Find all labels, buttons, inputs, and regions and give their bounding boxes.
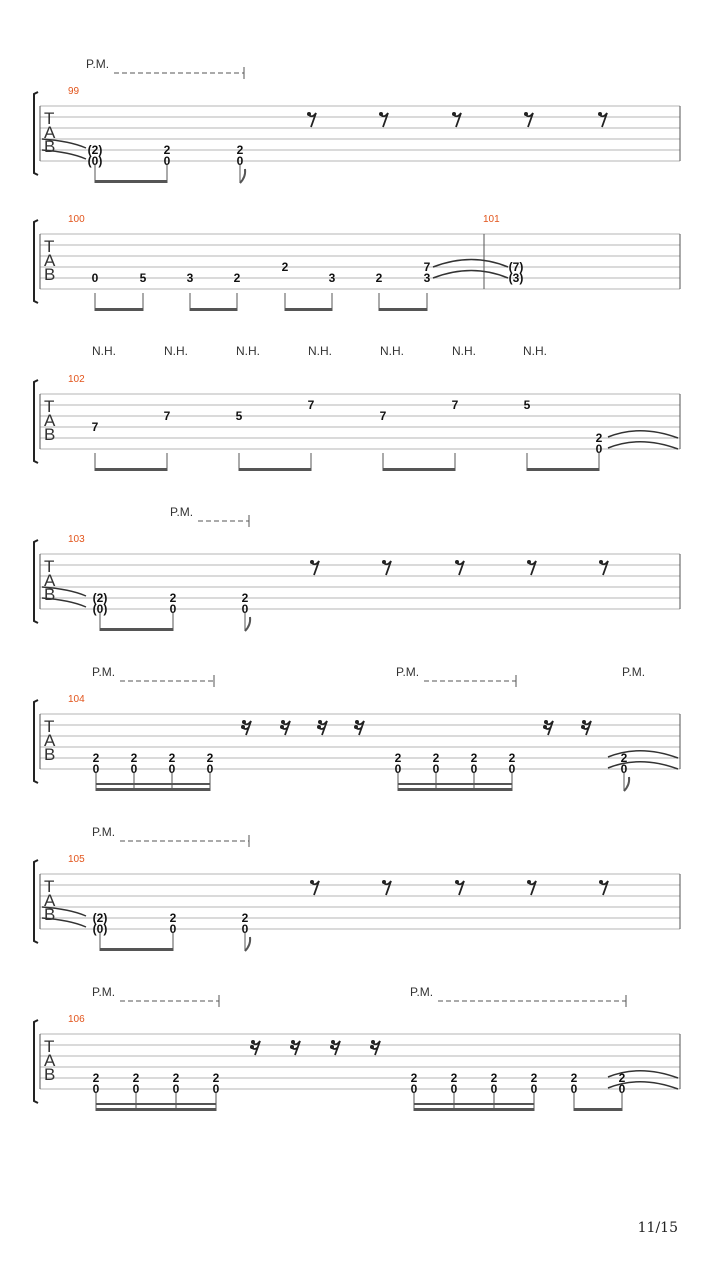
fret-number: 2 (241, 591, 249, 605)
note-flag (240, 169, 245, 183)
rest-dot (290, 1045, 294, 1049)
note-beam (285, 308, 332, 311)
fret-number: (2) (92, 911, 108, 925)
note-beam (527, 468, 599, 471)
note-beam (574, 1108, 622, 1111)
rest-symbol (379, 112, 388, 127)
tab-clef-letter: T (44, 109, 55, 128)
fret-number: 5 (523, 398, 531, 412)
note-beam (96, 1108, 216, 1111)
note-beam (95, 180, 167, 183)
rest-dot (599, 880, 603, 884)
harmonic-label: N.H. (92, 344, 116, 358)
measure-number: 106 (68, 1014, 85, 1025)
tab-clef-letter: T (44, 237, 55, 256)
fret-number: 0 (212, 1082, 220, 1096)
rest-dot (543, 725, 547, 729)
fret-number: 0 (169, 922, 177, 936)
system-bracket (34, 1020, 38, 1103)
rest-dot (370, 1045, 374, 1049)
fret-number: 2 (410, 1071, 418, 1085)
fret-number: 7 (307, 398, 315, 412)
rest-dot (544, 720, 548, 724)
tab-clef-letter: T (44, 1037, 55, 1056)
harmonic-label: N.H. (236, 344, 260, 358)
fret-number: 0 (236, 154, 244, 168)
fret-number: 7 (379, 409, 387, 423)
fret-number: 0 (394, 762, 402, 776)
rest-symbol (280, 720, 290, 735)
rest-dot (310, 560, 314, 564)
rest-dot (310, 880, 314, 884)
fret-number: 2 (620, 751, 628, 765)
rest-dot (527, 560, 531, 564)
measure-number: 100 (68, 214, 85, 225)
fret-number: 0 (169, 602, 177, 616)
fret-number: 0 (241, 602, 249, 616)
note-beam (100, 628, 173, 631)
fret-number: 0 (92, 762, 100, 776)
tab-clef-letter: B (44, 1065, 56, 1084)
fret-number: 0 (172, 1082, 180, 1096)
rest-symbol (455, 880, 464, 895)
tie-arc (433, 271, 508, 279)
tie-arc (608, 762, 678, 769)
fret-number: 0 (620, 762, 628, 776)
fret-number: 7 (423, 260, 431, 274)
tie-arc (608, 431, 678, 438)
rest-dot (455, 560, 459, 564)
fret-number: 2 (530, 1071, 538, 1085)
note-beam (190, 308, 237, 311)
fret-number: 0 (91, 271, 99, 285)
rest-dot (307, 112, 311, 116)
tab-clef-letter: A (44, 1051, 56, 1070)
fret-number: (2) (87, 143, 103, 157)
note-beam (239, 468, 311, 471)
fret-number: 2 (92, 1071, 100, 1085)
fret-number: 0 (432, 762, 440, 776)
rest-dot (379, 112, 383, 116)
rest-symbol (382, 880, 391, 895)
fret-number: (0) (87, 154, 103, 168)
rest-dot (371, 1040, 375, 1044)
palm-mute-label: P.M. (410, 985, 434, 999)
fret-number: (7) (508, 260, 524, 274)
tab-clef-letter: A (44, 571, 56, 590)
fret-number: 2 (172, 1071, 180, 1085)
tie-arc (608, 751, 678, 758)
fret-number: 2 (595, 431, 603, 445)
rest-dot (281, 720, 285, 724)
fret-number: 2 (169, 911, 177, 925)
page-number: 11/15 (637, 1220, 678, 1236)
fret-number: 2 (206, 751, 214, 765)
rest-symbol (599, 560, 608, 575)
fret-number: 0 (470, 762, 478, 776)
tab-system-1 (34, 57, 680, 183)
fret-number: 0 (132, 1082, 140, 1096)
note-beam (379, 308, 427, 311)
rest-dot (452, 112, 456, 116)
note-beam (95, 468, 167, 471)
system-bracket (34, 380, 38, 463)
fret-number: 2 (92, 751, 100, 765)
fret-number: 0 (595, 442, 603, 456)
rest-symbol (290, 1040, 300, 1055)
fret-number: 5 (235, 409, 243, 423)
rest-dot (581, 725, 585, 729)
note-beam (100, 948, 173, 951)
rest-dot (599, 560, 603, 564)
fret-number: 2 (132, 1071, 140, 1085)
fret-number: 0 (618, 1082, 626, 1096)
palm-mute-label: P.M. (622, 665, 646, 679)
harmonic-label: N.H. (452, 344, 476, 358)
rest-dot (317, 725, 321, 729)
fret-number: 0 (570, 1082, 578, 1096)
measure-number: 102 (68, 374, 85, 385)
rest-symbol (307, 112, 316, 127)
note-beam (398, 783, 512, 785)
fret-number: 0 (130, 762, 138, 776)
fret-number: 2 (241, 911, 249, 925)
harmonic-label: N.H. (308, 344, 332, 358)
tab-clef-letter: A (44, 411, 56, 430)
fret-number: 2 (233, 271, 241, 285)
fret-number: 0 (206, 762, 214, 776)
rest-dot (331, 1040, 335, 1044)
fret-number: 2 (490, 1071, 498, 1085)
note-beam (96, 783, 210, 785)
fret-number: (0) (92, 602, 108, 616)
rest-symbol (598, 112, 607, 127)
fret-number: 7 (451, 398, 459, 412)
harmonic-label: N.H. (523, 344, 547, 358)
fret-number: (2) (92, 591, 108, 605)
fret-number: 0 (92, 1082, 100, 1096)
measure-number: 103 (68, 534, 85, 545)
fret-number: 2 (450, 1071, 458, 1085)
fret-number: 2 (236, 143, 244, 157)
tab-clef-letter: B (44, 585, 56, 604)
fret-number: 2 (281, 260, 289, 274)
palm-mute-label: P.M. (92, 985, 116, 999)
fret-number: 2 (508, 751, 516, 765)
rest-dot (524, 112, 528, 116)
fret-number: (0) (92, 922, 108, 936)
measure-number: 104 (68, 694, 85, 705)
tab-system-7 (34, 985, 680, 1111)
tab-clef-letter: A (44, 123, 56, 142)
harmonic-label: N.H. (380, 344, 404, 358)
rest-symbol (241, 720, 251, 735)
rest-dot (251, 1040, 255, 1044)
note-flag (245, 937, 250, 951)
fret-number: 0 (163, 154, 171, 168)
fret-number: 0 (410, 1082, 418, 1096)
tab-clef-letter: B (44, 745, 56, 764)
note-beam (96, 788, 210, 791)
rest-dot (291, 1040, 295, 1044)
rest-symbol (382, 560, 391, 575)
rest-dot (355, 720, 359, 724)
fret-number: 2 (570, 1071, 578, 1085)
tab-system-5 (34, 665, 680, 791)
palm-mute-label: P.M. (396, 665, 420, 679)
note-flag (624, 777, 629, 791)
harmonic-label: N.H. (164, 344, 188, 358)
fret-number: 2 (470, 751, 478, 765)
rest-symbol (527, 880, 536, 895)
rest-dot (527, 880, 531, 884)
fret-number: 2 (212, 1071, 220, 1085)
rest-symbol (370, 1040, 380, 1055)
rest-symbol (250, 1040, 260, 1055)
fret-number: 0 (241, 922, 249, 936)
fret-number: 2 (375, 271, 383, 285)
tab-clef-letter: B (44, 905, 56, 924)
rest-symbol (310, 880, 319, 895)
tab-clef-letter: A (44, 251, 56, 270)
fret-number: 2 (394, 751, 402, 765)
tab-system-3 (34, 344, 680, 471)
fret-number: 2 (168, 751, 176, 765)
fret-number: 0 (530, 1082, 538, 1096)
tab-clef-letter: B (44, 265, 56, 284)
fret-number: 2 (432, 751, 440, 765)
system-bracket (34, 700, 38, 783)
fret-number: (3) (508, 271, 524, 285)
system-bracket (34, 220, 38, 303)
rest-dot (455, 880, 459, 884)
rest-dot (382, 880, 386, 884)
rest-symbol (581, 720, 591, 735)
note-beam (398, 788, 512, 791)
fret-number: 0 (490, 1082, 498, 1096)
tab-system-2 (34, 214, 680, 311)
note-beam (95, 308, 143, 311)
tab-system-6 (34, 825, 680, 951)
rest-dot (354, 725, 358, 729)
tab-system-4 (34, 505, 680, 631)
tab-clef-letter: T (44, 717, 55, 736)
rest-symbol (317, 720, 327, 735)
note-beam (414, 1103, 534, 1105)
tab-clef-letter: T (44, 557, 55, 576)
rest-dot (280, 725, 284, 729)
rest-dot (241, 725, 245, 729)
note-beam (414, 1108, 534, 1111)
tie-arc (608, 442, 678, 449)
palm-mute-label: P.M. (92, 825, 116, 839)
rest-dot (318, 720, 322, 724)
fret-number: 7 (163, 409, 171, 423)
rest-symbol (452, 112, 461, 127)
fret-number: 0 (450, 1082, 458, 1096)
rest-symbol (527, 560, 536, 575)
fret-number: 0 (508, 762, 516, 776)
fret-number: 5 (139, 271, 147, 285)
palm-mute-label: P.M. (170, 505, 194, 519)
rest-symbol (543, 720, 553, 735)
system-bracket (34, 540, 38, 623)
fret-number: 3 (423, 271, 431, 285)
rest-dot (242, 720, 246, 724)
tab-clef-letter: T (44, 877, 55, 896)
rest-symbol (354, 720, 364, 735)
note-beam (96, 1103, 216, 1105)
system-bracket (34, 860, 38, 943)
fret-number: 3 (186, 271, 194, 285)
fret-number: 2 (169, 591, 177, 605)
rest-symbol (330, 1040, 340, 1055)
rest-symbol (310, 560, 319, 575)
rest-dot (598, 112, 602, 116)
tab-clef-letter: A (44, 891, 56, 910)
rest-symbol (599, 880, 608, 895)
rest-dot (382, 560, 386, 564)
note-beam (383, 468, 455, 471)
rest-dot (330, 1045, 334, 1049)
measure-number: 101 (483, 214, 500, 225)
measure-number: 99 (68, 86, 80, 97)
note-flag (245, 617, 250, 631)
fret-number: 0 (168, 762, 176, 776)
measure-number: 105 (68, 854, 85, 865)
tab-clef-letter: B (44, 137, 56, 156)
palm-mute-label: P.M. (92, 665, 116, 679)
system-bracket (34, 92, 38, 175)
tie-arc (433, 260, 508, 268)
tab-clef-letter: B (44, 425, 56, 444)
fret-number: 7 (91, 420, 99, 434)
tab-clef-letter: T (44, 397, 55, 416)
tab-clef-letter: A (44, 731, 56, 750)
rest-symbol (455, 560, 464, 575)
fret-number: 2 (130, 751, 138, 765)
rest-dot (582, 720, 586, 724)
fret-number: 3 (328, 271, 336, 285)
rest-symbol (524, 112, 533, 127)
fret-number: 2 (618, 1071, 626, 1085)
rest-dot (250, 1045, 254, 1049)
palm-mute-label: P.M. (86, 57, 110, 71)
fret-number: 2 (163, 143, 171, 157)
